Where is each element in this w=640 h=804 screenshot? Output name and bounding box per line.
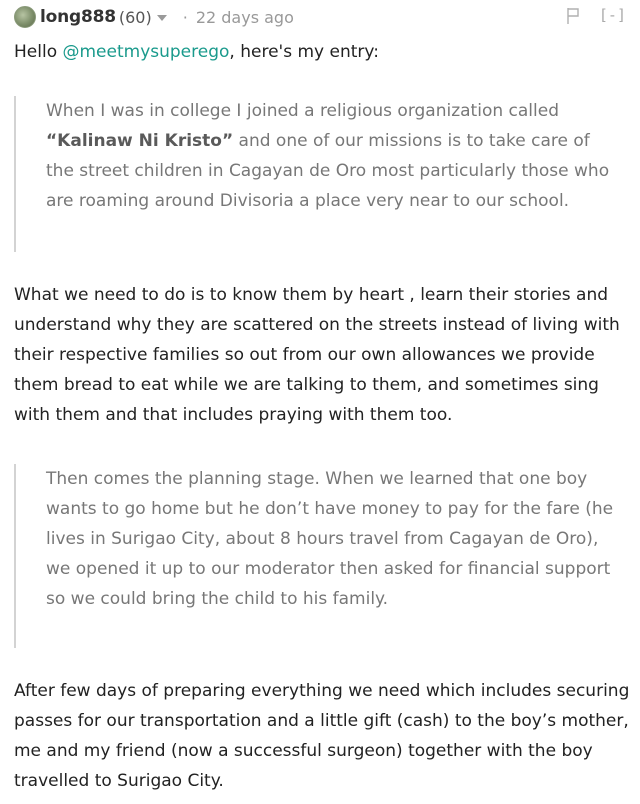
chevron-down-icon[interactable] bbox=[157, 15, 167, 21]
blockquote-1 bbox=[14, 96, 616, 252]
flag-icon[interactable] bbox=[566, 7, 580, 25]
author-name[interactable]: long888 bbox=[40, 7, 116, 27]
paragraph-2: After few days of preparing everything we need which includes securing passes for our transportation and a little gift (cash) to the boy’s mother, me and my friend (now a successful surgeon) together with the boy travelled to Surigao City. bbox=[14, 681, 630, 791]
paragraph-1: What we need to do is to know them by heart , learn their stories and understand why they are scattered on the streets instead of living with their respective families so out from our own allowances we provide them bread to eat while we are talking to them, and sometimes sing with them and that includes praying with them too. bbox=[14, 285, 620, 425]
greeting-prefix: Hello bbox=[14, 42, 63, 62]
timestamp-link[interactable]: 22 days ago bbox=[195, 7, 294, 27]
quote1-text-before: When I was in college I joined a religious organization called bbox=[46, 101, 559, 121]
collapse-toggle[interactable]: [-] bbox=[598, 6, 626, 24]
user-mention-link[interactable]: @meetmysuperego bbox=[62, 42, 230, 62]
blockquote-2-text: Then comes the planning stage. When we learned that one boy wants to go home but he don’t have money to pay for the fare (he lives in Surigao City, about 8 hours travel from Cagayan de Oro), we opened it up to our moderator then asked for financial support so we could bring the child to his family. bbox=[46, 469, 614, 609]
author-reputation: (60) bbox=[118, 7, 152, 27]
organization-name: “Kalinaw Ni Kristo” bbox=[46, 131, 234, 151]
avatar[interactable] bbox=[14, 6, 36, 28]
separator-dot: · bbox=[182, 7, 188, 27]
comment-header bbox=[14, 4, 626, 30]
greeting-suffix: , here's my entry: bbox=[229, 42, 379, 62]
blockquote-2 bbox=[14, 464, 616, 648]
quote1-text-after: and one of our missions is to take care of the street children in Cagayan de Oro most particularly those who are roaming around Divisoria a place very near to our school. bbox=[46, 131, 610, 211]
greeting-line bbox=[14, 38, 634, 66]
blockquote-1-text bbox=[46, 96, 616, 216]
